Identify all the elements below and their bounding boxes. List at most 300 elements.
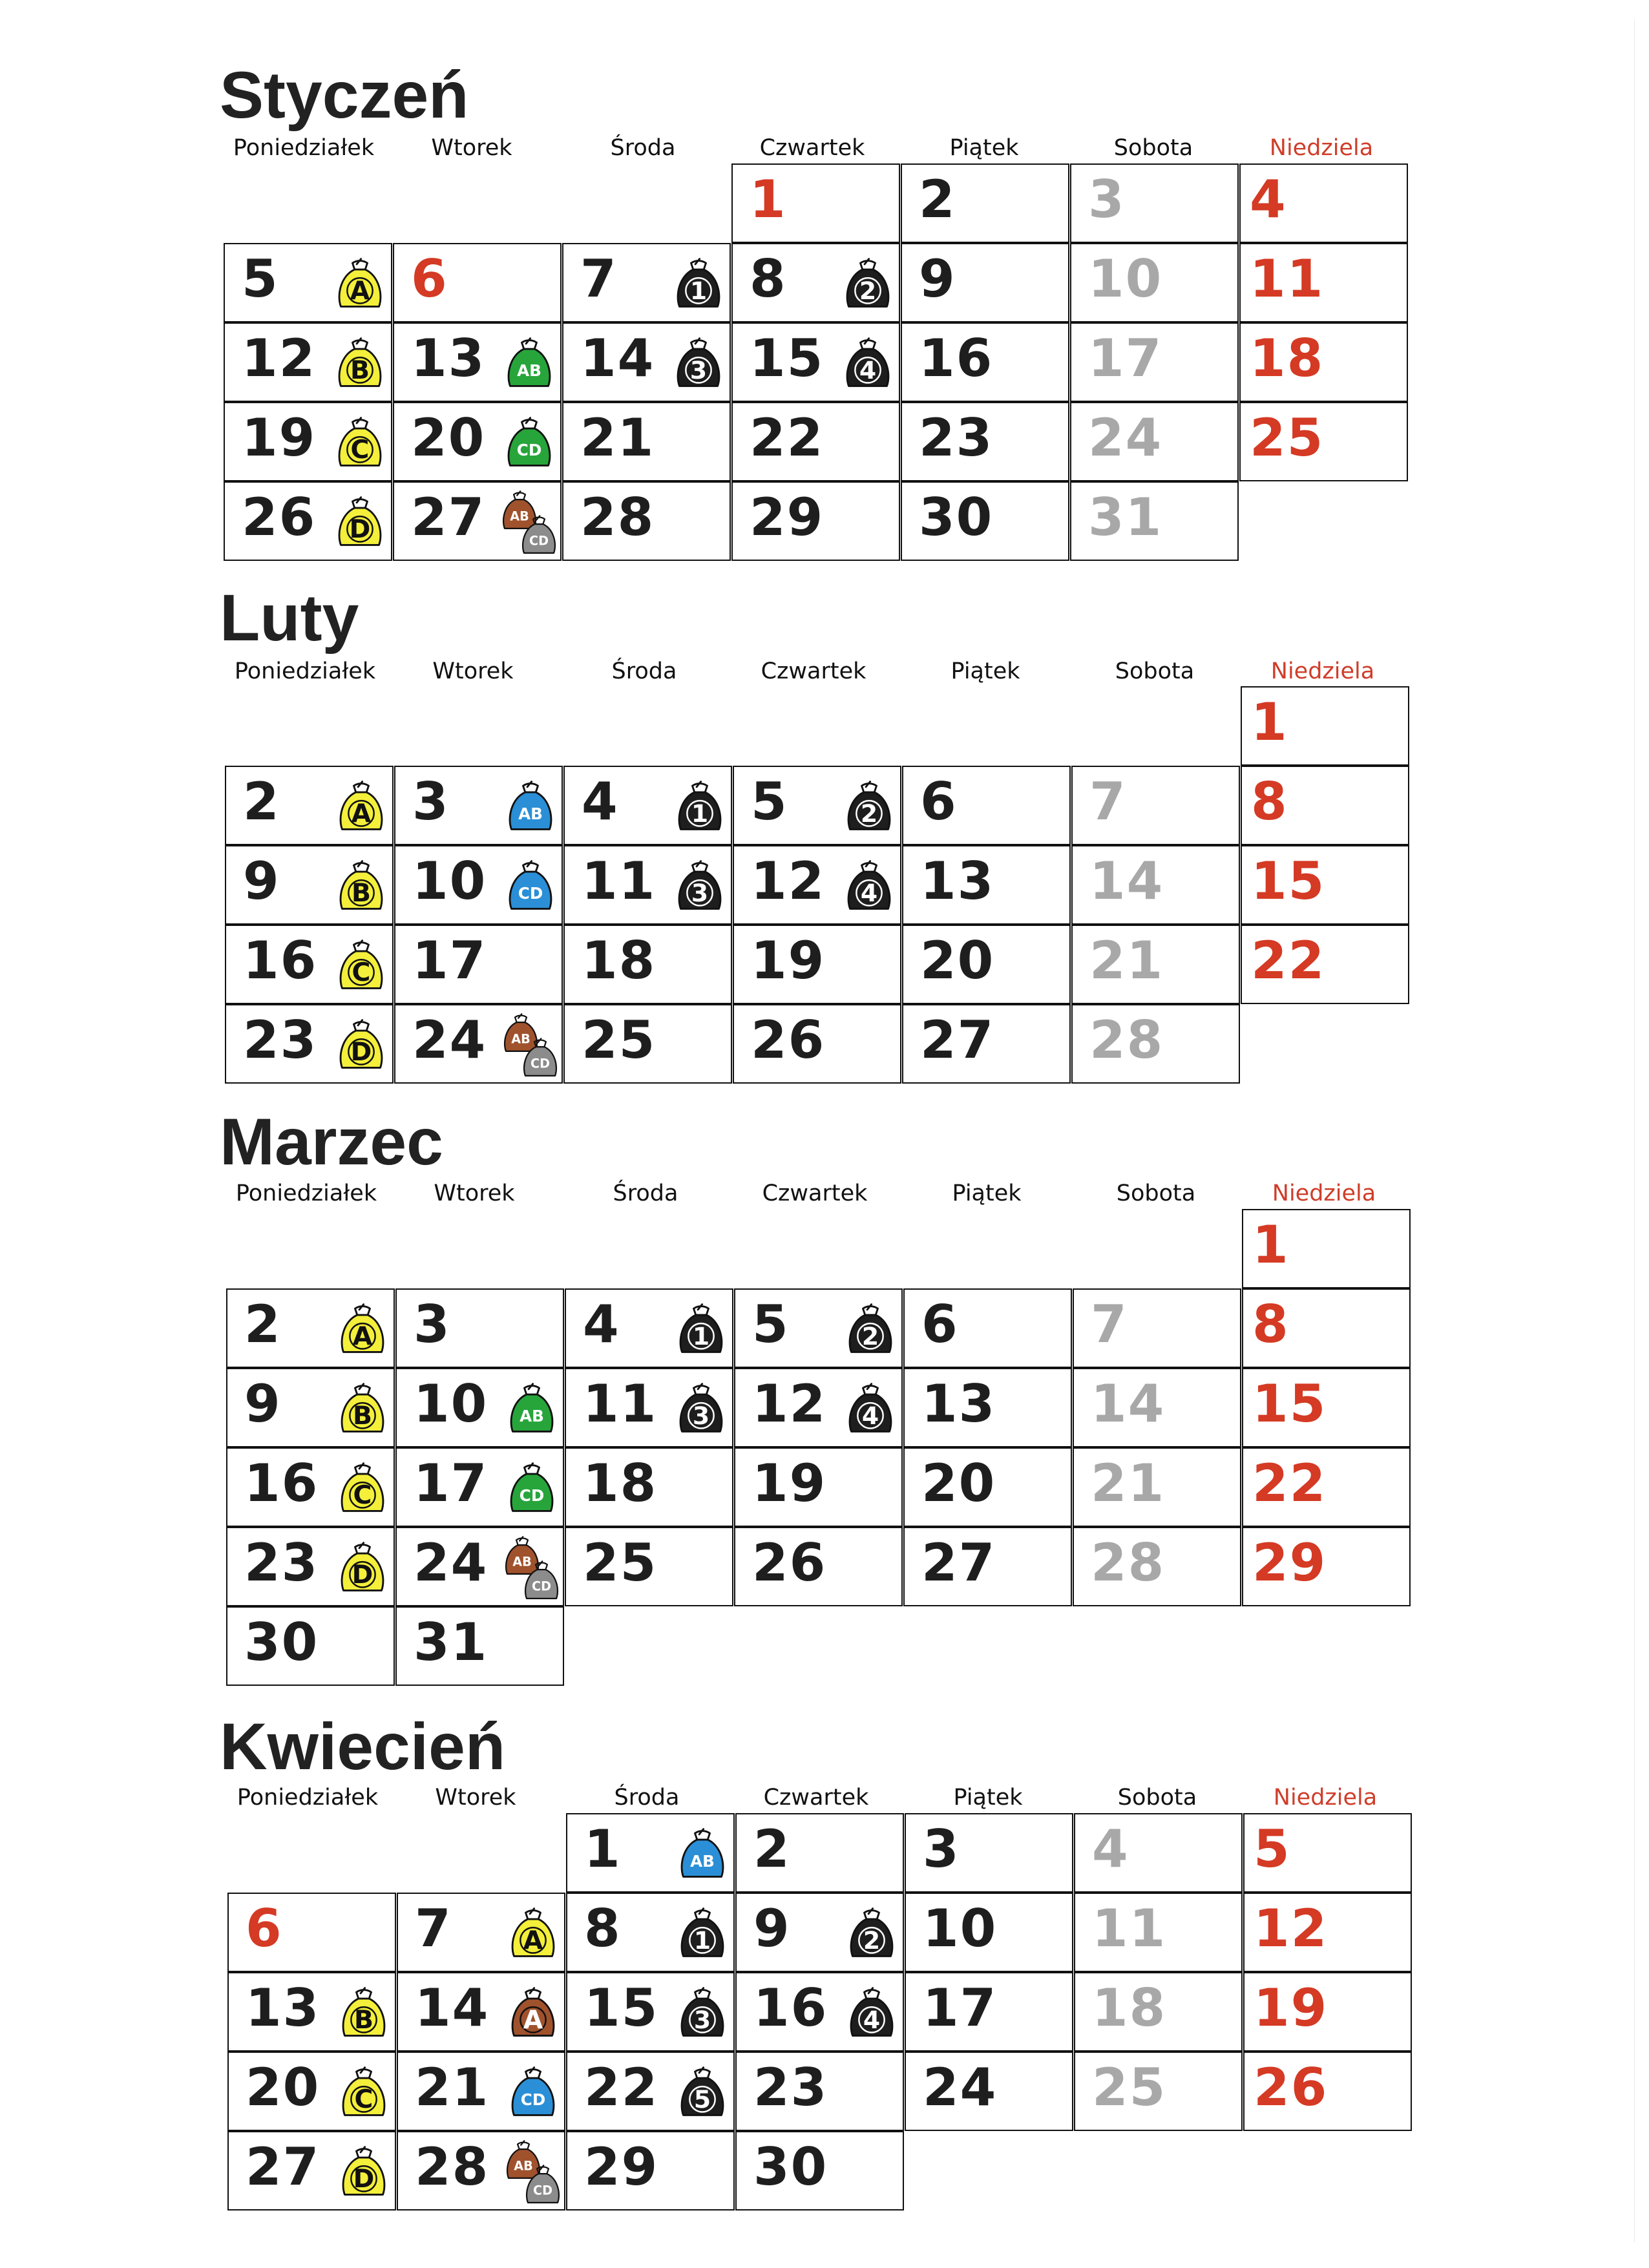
day-cell [562,243,731,322]
day-number: 14 [1091,1374,1166,1434]
day-cell [903,1447,1072,1527]
day-number: 19 [242,408,317,468]
day-number: 4 [583,1294,620,1354]
day-cell [903,1527,1072,1606]
svg-text:AB: AB [517,361,541,380]
day-number: 3 [923,1819,960,1879]
day-number: 11 [583,1374,658,1434]
day-cell [393,243,562,322]
day-number: 8 [584,1898,622,1958]
day-number: 21 [1089,930,1164,991]
day-cell [1241,845,1409,925]
black-bag-4-icon [844,1380,897,1442]
black-bag-3-icon [673,857,726,919]
day-number: 3 [1088,169,1126,229]
day-number: 6 [246,1898,283,1958]
day-cell [1070,163,1239,243]
day-number: 21 [1091,1453,1166,1513]
weekday-header: Piątek [951,658,1020,684]
day-cell [1074,1813,1243,1893]
day-cell [395,1527,564,1606]
black-bag-3-icon [672,334,725,396]
day-cell [902,845,1071,925]
scan-edge [1634,19,1635,2242]
day-cell [1239,163,1408,243]
weekday-header: Niedziela [1269,135,1374,161]
day-number: 21 [580,408,655,468]
day-number: 28 [415,2137,490,2197]
day-cell [733,766,901,845]
day-number: 10 [1088,249,1163,309]
svg-text:A: A [351,798,372,828]
weekday-header: Piątek [952,1181,1022,1206]
month-title: Luty [220,581,359,655]
black-bag-2-icon [841,255,894,317]
svg-text:CD: CD [516,440,542,459]
yellow-bag-b-icon [335,857,388,919]
day-cell [735,1893,904,1972]
day-number: 24 [923,2057,998,2117]
day-cell [395,1606,564,1686]
day-cell [562,322,731,402]
day-number: 19 [752,1453,827,1513]
day-number: 14 [580,328,655,388]
day-number: 26 [242,487,317,547]
day-cell [224,243,392,322]
day-number: 17 [414,1453,488,1513]
day-cell [1070,402,1239,481]
day-number: 4 [1092,1819,1129,1879]
day-number: 8 [1251,772,1288,832]
day-number: 24 [412,1010,487,1070]
svg-text:D: D [352,1559,373,1590]
day-number: 2 [243,772,280,832]
day-cell [563,845,732,925]
day-cell [562,402,731,481]
day-number: 19 [751,930,826,991]
black-bag-1-icon [672,255,725,317]
day-number: 20 [411,408,486,468]
svg-text:2: 2 [861,1321,879,1350]
day-number: 15 [1252,1374,1327,1434]
svg-text:1: 1 [689,276,708,305]
svg-text:C: C [354,2084,373,2114]
day-number: 7 [1089,772,1127,832]
double-bag-icon [503,2137,564,2209]
weekday-header: Piątek [953,1785,1023,1811]
green-bag-ab-icon [505,1380,558,1442]
day-number: 7 [415,1898,452,1958]
day-cell [1071,766,1240,845]
svg-text:1: 1 [691,799,709,828]
day-cell [225,766,394,845]
brown-bag-a-icon [507,1984,560,2046]
svg-text:AB: AB [690,1851,715,1871]
day-cell [903,1288,1072,1368]
svg-text:3: 3 [693,2005,711,2034]
svg-text:CD: CD [520,2090,546,2109]
day-cell [735,1813,904,1893]
day-number: 15 [1251,851,1326,911]
yellow-bag-d-icon [335,1016,388,1078]
day-number: 31 [414,1612,488,1672]
day-number: 5 [751,772,788,832]
black-bag-3-icon [676,1984,729,2046]
day-number: 10 [414,1374,488,1434]
day-cell [1239,402,1408,481]
day-number: 4 [1250,169,1287,229]
yellow-bag-c-icon [337,2063,390,2125]
svg-text:AB: AB [512,1554,532,1570]
svg-text:A: A [523,1925,543,1955]
day-cell [733,925,901,1004]
day-cell [902,1004,1071,1084]
weekday-header: Niedziela [1273,1785,1378,1811]
day-cell [903,1368,1072,1447]
black-bag-4-icon [841,334,894,396]
day-number: 12 [752,1374,827,1434]
black-bag-1-icon [675,1300,728,1362]
day-number: 22 [750,408,824,468]
svg-text:2: 2 [863,1926,881,1955]
day-cell [734,1527,903,1606]
double-bag-icon [499,488,560,559]
svg-text:CD: CD [518,883,543,903]
day-cell [1239,243,1408,322]
day-cell [394,925,563,1004]
weekday-header: Sobota [1115,658,1195,684]
svg-text:CD: CD [519,1486,545,1505]
day-number: 5 [242,249,279,309]
day-number: 12 [1254,1898,1329,1958]
day-number: 17 [1088,328,1163,388]
day-cell [394,845,563,925]
day-number: 6 [921,1294,959,1354]
day-number: 13 [920,851,995,911]
yellow-bag-a-icon [507,1904,560,1966]
day-number: 6 [920,772,958,832]
day-cell [565,1368,733,1447]
day-cell [566,1893,735,1972]
svg-text:3: 3 [692,1401,710,1430]
day-number: 14 [1089,851,1164,911]
weekday-header: Wtorek [431,135,512,161]
day-cell [1073,1288,1241,1368]
svg-text:2: 2 [860,799,878,828]
green-bag-ab-icon [503,334,556,396]
day-number: 24 [414,1533,488,1593]
day-number: 20 [920,930,995,991]
day-cell [1243,1813,1412,1893]
day-number: 15 [750,328,824,388]
month-title: Styczeń [220,58,469,132]
day-cell [735,2052,904,2131]
svg-text:B: B [353,1400,372,1431]
month-title: Marzec [220,1105,443,1179]
yellow-bag-b-icon [333,334,386,396]
day-number: 1 [1251,692,1288,752]
day-number: 22 [1251,930,1326,991]
day-cell [225,845,394,925]
day-cell [563,1004,732,1084]
day-number: 23 [919,408,994,468]
day-cell [901,322,1069,402]
day-cell [226,1527,395,1606]
black-bag-2-icon [843,777,896,839]
day-cell [227,1972,396,2052]
yellow-bag-d-icon [333,493,386,555]
svg-text:CD: CD [531,1579,552,1594]
black-bag-2-icon [845,1904,898,1966]
day-cell [226,1447,395,1527]
day-cell [1242,1447,1411,1527]
yellow-bag-c-icon [336,1459,389,1521]
day-cell [905,1972,1073,2052]
day-cell [227,2052,396,2131]
day-number: 3 [414,1294,451,1354]
day-number: 27 [411,487,486,547]
day-number: 23 [244,1533,319,1593]
day-number: 10 [412,851,487,911]
grey-bag-ab-cd-icon [521,1558,562,1607]
day-number: 9 [753,1898,791,1958]
day-cell [226,1368,395,1447]
day-cell [1074,1893,1243,1972]
svg-text:AB: AB [510,509,529,524]
yellow-bag-b-icon [337,1984,390,2046]
day-cell [227,1893,396,1972]
day-number: 18 [1092,1978,1167,2038]
day-number: 10 [923,1898,998,1958]
day-number: 20 [246,2057,320,2117]
day-number: 22 [1252,1453,1327,1513]
day-number: 29 [750,487,824,547]
day-number: 2 [919,169,956,229]
day-number: 26 [751,1010,826,1070]
day-number: 27 [920,1010,995,1070]
day-cell [901,243,1069,322]
day-cell [1074,1972,1243,2052]
day-number: 1 [584,1819,622,1879]
svg-text:D: D [350,1036,372,1067]
day-cell [397,2052,565,2131]
day-cell [731,481,900,561]
day-cell [1242,1288,1411,1368]
day-number: 11 [582,851,656,911]
day-cell [395,1288,564,1368]
day-number: 30 [244,1612,319,1672]
svg-text:B: B [350,355,370,385]
weekday-header: Niedziela [1272,1181,1376,1206]
svg-text:AB: AB [511,1031,530,1047]
svg-text:A: A [352,1321,373,1351]
yellow-bag-c-icon [333,414,386,476]
weekday-header: Sobota [1116,1181,1196,1206]
svg-text:C: C [352,957,371,987]
day-number: 2 [753,1819,791,1879]
svg-text:AB: AB [514,2158,533,2174]
day-cell [395,1447,564,1527]
black-bag-1-icon [676,1904,729,1966]
day-cell [1239,322,1408,402]
day-cell [565,1527,733,1606]
weekday-header: Piątek [949,135,1019,161]
day-cell [1242,1209,1411,1288]
weekday-header: Sobota [1113,135,1193,161]
day-cell [566,1813,735,1893]
day-number: 5 [752,1294,790,1354]
day-cell [1243,2052,1412,2131]
day-cell [734,1288,903,1368]
black-bag-5-icon [676,2063,729,2125]
svg-text:2: 2 [859,276,877,305]
svg-text:CD: CD [529,533,549,549]
weekday-header: Niedziela [1270,658,1375,684]
svg-text:CD: CD [530,1056,551,1071]
day-cell [733,1004,901,1084]
day-number: 28 [1091,1533,1166,1593]
day-cell [566,2131,735,2210]
day-cell [1241,686,1409,766]
yellow-bag-c-icon [335,936,388,998]
day-cell [397,1972,565,2052]
day-cell [394,766,563,845]
weekday-header: Środa [611,658,677,684]
day-number: 16 [919,328,994,388]
green-bag-cd-icon [505,1459,558,1521]
day-cell [731,163,900,243]
day-number: 18 [582,930,656,991]
day-number: 8 [750,249,787,309]
day-number: 7 [1091,1294,1128,1354]
day-cell [1243,1893,1412,1972]
svg-text:B: B [354,2004,373,2035]
day-number: 16 [753,1978,828,2038]
day-cell [1241,925,1409,1004]
weekday-header: Czwartek [761,658,867,684]
day-cell [1073,1368,1241,1447]
day-cell [1073,1527,1241,1606]
svg-text:3: 3 [689,355,708,384]
day-number: 17 [923,1978,998,2038]
black-bag-2-icon [844,1300,897,1362]
day-cell [397,2131,565,2210]
day-cell [735,2131,904,2210]
day-cell [901,481,1069,561]
day-number: 18 [1250,328,1325,388]
weekday-header: Czwartek [759,135,865,161]
double-bag-icon [501,1533,563,1604]
day-cell [393,481,562,561]
day-cell [731,402,900,481]
day-number: 11 [1250,249,1325,309]
day-cell [1071,845,1240,925]
svg-text:D: D [349,514,371,544]
day-cell [1071,1004,1240,1084]
day-number: 5 [1254,1819,1291,1879]
day-cell [735,1972,904,2052]
day-number: 7 [580,249,618,309]
blue-bag-ab-icon [504,777,557,839]
day-number: 12 [242,328,317,388]
svg-text:4: 4 [861,1401,879,1430]
day-cell [901,402,1069,481]
yellow-bag-b-icon [336,1380,389,1442]
day-cell [395,1368,564,1447]
yellow-bag-a-icon [333,255,386,317]
svg-text:1: 1 [693,1926,711,1955]
day-cell [565,1447,733,1527]
day-cell [1243,1972,1412,2052]
day-number: 25 [582,1010,656,1070]
day-number: 26 [1254,2057,1329,2117]
day-cell [733,845,901,925]
day-number: 13 [921,1374,996,1434]
svg-text:C: C [353,1480,372,1510]
day-number: 29 [1252,1533,1327,1593]
day-cell [1242,1368,1411,1447]
yellow-bag-d-icon [336,1538,389,1601]
grey-bag-ab-cd-icon [522,2162,563,2211]
day-number: 26 [752,1533,827,1593]
day-number: 1 [1252,1215,1290,1275]
day-number: 27 [246,2137,320,2197]
day-cell [566,1972,735,2052]
day-number: 18 [583,1453,658,1513]
weekday-header: Wtorek [435,1785,516,1811]
weekday-header: Wtorek [432,658,514,684]
svg-text:A: A [350,275,370,306]
weekday-header: Środa [614,1785,680,1811]
day-number: 1 [750,169,787,229]
day-cell [1070,322,1239,402]
day-number: 9 [243,851,280,911]
day-number: 28 [1089,1010,1164,1070]
weekday-header: Czwartek [763,1785,869,1811]
svg-text:B: B [352,877,371,908]
day-cell [731,322,900,402]
day-number: 19 [1254,1978,1329,2038]
day-number: 23 [753,2057,828,2117]
weekday-header: Poniedziałek [233,135,375,161]
day-cell [225,1004,394,1084]
yellow-bag-a-icon [335,777,388,839]
day-cell [734,1447,903,1527]
weekday-header: Wtorek [434,1181,515,1206]
day-number: 4 [582,772,619,832]
svg-text:4: 4 [859,355,877,384]
double-bag-icon [500,1011,562,1082]
svg-text:D: D [353,2163,375,2194]
weekday-header: Środa [610,135,676,161]
day-cell [905,1893,1073,1972]
grey-bag-ab-cd-icon [520,1035,561,1084]
weekday-header: Sobota [1117,1785,1197,1811]
day-cell [393,402,562,481]
day-number: 29 [584,2137,659,2197]
blue-bag-ab-icon [676,1825,729,1887]
day-number: 21 [415,2057,490,2117]
day-cell [566,2052,735,2131]
day-cell [226,1606,395,1686]
svg-text:3: 3 [691,878,709,907]
day-number: 11 [1092,1898,1167,1958]
day-number: 9 [919,249,956,309]
svg-text:C: C [350,434,370,465]
day-cell [1074,2052,1243,2131]
day-cell [905,1813,1073,1893]
yellow-bag-d-icon [337,2143,390,2205]
